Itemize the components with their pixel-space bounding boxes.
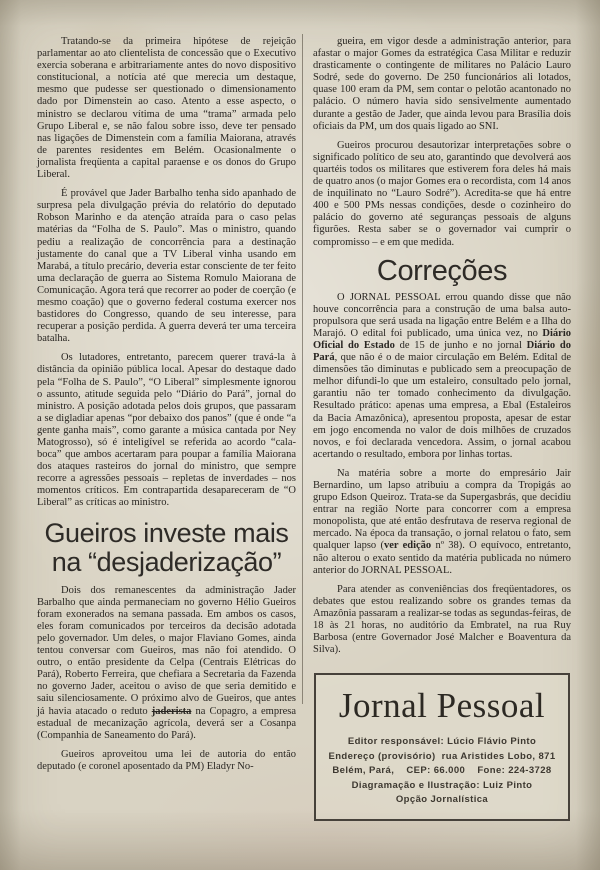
masthead-imprint-line: Opção Jornalística — [395, 794, 489, 806]
masthead-address-line: Endereço (provisório) rua Aristides Lobo, 871 — [328, 750, 556, 762]
column-divider-rule — [302, 34, 303, 704]
masthead-editor-line: Editor responsável: Lúcio Flávio Pinto — [347, 736, 537, 748]
article-headline-correcoes: Correções — [376, 254, 508, 287]
body-paragraph: Tratando-se da primeira hipótese de rejeição parlamentar ao ato clientelista de concessão que o Executivo exercia soberana e arbitrariamente antes do novo dispositivo constitucional, a notícia até que merecia um destaque, mesmo que pudesse ser questionado o dimensionamento dado por Dimenstein ao caso. Atento a esse aspecto, o ministro se declarou vítima de uma “trama” armada pelo Grupo Liberal e, se não falou sobre isso, deve ter pensado nas ligações de Dimenstein com a família Maiorana, através de parentes residentes em Belém. Ocasionalmente o jornalista freqüenta a capital paraense e os donos do Grupo Liberal. — [37, 36, 296, 181]
jornal-pessoal-logo: Jornal Pessoal — [338, 686, 546, 726]
masthead-cep-phone-line: Belém, Pará, CEP: 66.000 Fone: 224-3728 — [332, 765, 552, 777]
body-paragraph: Para atender as conveniências dos freqüentadores, os debates que estou realizando sobre os grandes temas da Amazônia passaram a realizar-se todas as segundas-feiras, de 18 às 21 horas, no auditório da Embratel, na rua Ruy Barbosa (entre Governador José Malcher e Boaventura da Silva). — [313, 583, 571, 656]
body-paragraph: O JORNAL PESSOAL errou quando disse que não houve concorrência para a construção de uma balsa auto-propulsora que será usada na ligação entre Belém e a Ilha do Marajó. O edital foi publicado, uma única vez, no Diário Oficial do Estado de 15 de junho e no jornal Diário do Pará, que não é o de maior circulação em Belém. Edital de dimensões tão diminutas e publicado sem a preocupação de melhor difundi-lo que um estaleiro, consultado pelo jornal, garantiu não ter tomado conhecimento da divulgação. Resultado prático: apenas uma empresa, a Ebal (Estaleiros da Bacia Amazônica), apresentou proposta, apesar de estar em jogo encomenda no valor de dois milhões de cruzados novos, e foi declarada vencedora. Assim, o jornal acabou acertando o resultado, embora por linhas tortas. — [313, 291, 572, 460]
body-paragraph: Gueiros aproveitou uma lei de autoria do então deputado (e coronel aposentado da PM) Eladyr No- — [37, 748, 296, 772]
body-paragraph: Dois dos remanescentes da administração Jader Barbalho que ainda permaneciam no governo Hélio Gueiros foram exonerados na semana passada. Em ambos os casos, eles foram comunicados por terceiros da decisão adotada pelo governador. Um deles, o major Flaviano Gomes, ainda tentou conversar com Gueiros, mas não foi atendido. O outro, o então presidente da Celpa (Centrais Elétricas do Pará), Roberto Ferreira, que chefiara a Secretaria da Fazenda no governo Jader, aceitou o aviso de que seria demitido e saiu silenciosamente. O próximo alvo de Gueiros, que antes já havia atacado o reduto jaderista na Copagro, a empresa estadual de mecanização agrícola, deverá ser a Cosanpa (Companhia de Saneamento do Pará). — [37, 584, 296, 741]
body-paragraph: gueira, em vigor desde a administração anterior, para afastar o major Gomes da estratégica Casa Militar e reduzir drasticamente o contingente de militares no Palácio Lauro Sodré, sede do governo. De 250 funcionários ali lotados, quase 100 eram da PM, sem contar o pelotão acantonado no palácio. O número havia sido sensivelmente aumentado durante a gestão de Jader, que ainda levou para Brasília dois oficiais da PM, um dos quais ligado ao SNI. — [313, 36, 571, 132]
body-paragraph: Na matéria sobre a morte do empresário Jair Bernardino, um lapso atribuiu a compra da Tropigás ao grupo Edson Queiroz. Trata-se da Supergasbrás, que decidiu entrar na região Norte para concorrer com a empresa monopolista, que até então desfrutava de reserva regional de mercado. Na época da transação, o jornal relatou o fato, sem qualquer lapso (ver edição nº 38). O equívoco, entretanto, não alterou o exato sentido da matéria publicada no número anterior do JORNAL PESSOAL. — [313, 467, 571, 576]
left-column — [37, 36, 296, 780]
body-paragraph: É provável que Jader Barbalho tenha sido apanhado de surpresa pela divulgação prévia do relatório do deputado Robson Marinho e da atenção atraída para o caso pelas matérias da “Folha de S. Paulo”. Mas o ministro, quando pediu a realização de concorrência para a destinação justamente do canal que a TV Liberal vinha usando em Marabá, a título precário, deveria estar consciente de ter feito uma declaração de guerra ao Sistema Romulo Maiorana de Comunicação. Agora terá que recorrer ao poder de coerção (e mesmo coação) que o governo federal costuma exercer nos bastidores do Congresso, quando de seu interesse, para recuperar a posição perdida. A guerra deverá ter uma terceira batalha. — [37, 188, 296, 345]
body-paragraph: Gueiros procurou desautorizar interpretações sobre o significado político de seu ato, garantindo que devolverá aos quartéis todos os militares que estiverem fora deles há mais de quatro anos (o major Gomes era o recordista, com 14 anos de inquilinato no “Lauro Sodré”). Acredita-se que há entre 400 e 500 PMs nessas condições, desde o cozinheiro do palácio do governo até seguranças pessoais de alguns figurões. Resta saber se o governador vai cumprir o compromisso – e em que medida. — [313, 139, 571, 248]
masthead-design-line: Diagramação e Ilustração: Luiz Pinto — [351, 779, 533, 791]
masthead-box — [314, 673, 570, 821]
article-headline-gueiros: Gueiros investe mais na “desjaderização” — [44, 517, 289, 577]
right-column — [313, 36, 571, 821]
body-paragraph: Os lutadores, entretanto, parecem querer travá-la à distância da opinião pública local. Apesar do destaque dado pela “Folha de S. Paulo”, “O Liberal” simplesmente ignorou o assunto, atitude seguida pelo “Diário do Pará”, jornal do ministro. A posição adotada pelos dois grupos, que passaram a se digladiar apenas “por debaixo dos panos” (que é onde “a gente ganha mais”, como garante a música cantada por Ney Matogrosso), só é inteligível se referida ao acordo “cala-boca” que ambos acertaram para poupar a família Maiorana dos ataques rasteiros do jornal do ministro, que sempre recorre a agressões pessoais – repletas de inverdades – nos momentos críticos. Em contrapartida desapareceram de “O Liberal” as críticas ao ministro. — [37, 352, 296, 509]
